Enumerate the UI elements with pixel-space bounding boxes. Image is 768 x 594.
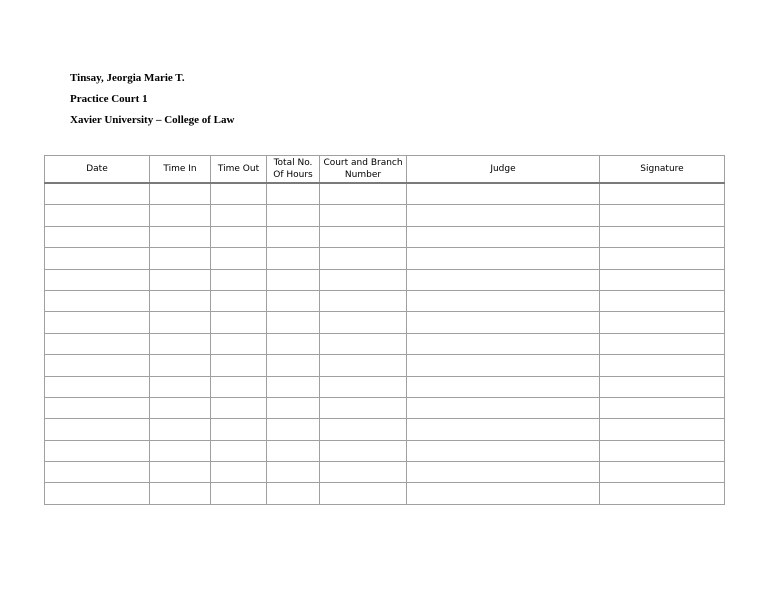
cell-signature [600, 376, 725, 397]
cell-signature [600, 462, 725, 483]
table-row [45, 355, 725, 376]
table-row [45, 290, 725, 311]
cell-date [45, 397, 150, 418]
cell-judge [407, 440, 600, 461]
cell-time-in [150, 397, 211, 418]
cell-signature [600, 312, 725, 333]
document-header [70, 68, 234, 131]
cell-date [45, 269, 150, 290]
cell-total-hours [267, 376, 320, 397]
course-name: Practice Court 1 [70, 93, 148, 105]
cell-total-hours [267, 397, 320, 418]
table-row [45, 376, 725, 397]
cell-judge [407, 226, 600, 247]
table-body [45, 183, 725, 504]
table-row [45, 333, 725, 354]
column-header-total-hours: Total No. Of Hours [267, 156, 320, 184]
cell-signature [600, 269, 725, 290]
cell-court-branch [320, 440, 407, 461]
cell-total-hours [267, 440, 320, 461]
cell-date [45, 355, 150, 376]
table-row [45, 183, 725, 205]
cell-court-branch [320, 462, 407, 483]
table-row [45, 312, 725, 333]
column-header-time-out: Time Out [211, 156, 267, 184]
cell-total-hours [267, 419, 320, 440]
cell-judge [407, 397, 600, 418]
cell-total-hours [267, 483, 320, 504]
cell-signature [600, 333, 725, 354]
cell-court-branch [320, 312, 407, 333]
cell-court-branch [320, 290, 407, 311]
cell-time-in [150, 269, 211, 290]
cell-signature [600, 248, 725, 269]
cell-court-branch [320, 419, 407, 440]
cell-signature [600, 440, 725, 461]
cell-time-in [150, 312, 211, 333]
table-row [45, 269, 725, 290]
cell-time-out [211, 419, 267, 440]
cell-time-out [211, 462, 267, 483]
cell-date [45, 440, 150, 461]
table-row [45, 462, 725, 483]
column-header-signature: Signature [600, 156, 725, 184]
cell-time-out [211, 269, 267, 290]
cell-total-hours [267, 462, 320, 483]
cell-court-branch [320, 226, 407, 247]
cell-date [45, 183, 150, 205]
cell-time-in [150, 183, 211, 205]
cell-judge [407, 269, 600, 290]
cell-total-hours [267, 333, 320, 354]
cell-judge [407, 248, 600, 269]
cell-date [45, 248, 150, 269]
column-header-time-in: Time In [150, 156, 211, 184]
cell-judge [407, 483, 600, 504]
cell-time-out [211, 355, 267, 376]
cell-court-branch [320, 183, 407, 205]
cell-time-in [150, 376, 211, 397]
cell-time-in [150, 205, 211, 226]
cell-judge [407, 290, 600, 311]
cell-court-branch [320, 397, 407, 418]
cell-date [45, 226, 150, 247]
table-header-row [45, 156, 725, 184]
cell-total-hours [267, 290, 320, 311]
cell-signature [600, 183, 725, 205]
cell-time-out [211, 397, 267, 418]
cell-time-in [150, 462, 211, 483]
column-header-date: Date [45, 156, 150, 184]
table-row [45, 397, 725, 418]
cell-time-in [150, 226, 211, 247]
cell-judge [407, 376, 600, 397]
table-row [45, 483, 725, 504]
cell-time-out [211, 440, 267, 461]
cell-judge [407, 462, 600, 483]
table-row [45, 419, 725, 440]
table-row [45, 248, 725, 269]
cell-total-hours [267, 312, 320, 333]
cell-time-out [211, 376, 267, 397]
cell-time-out [211, 205, 267, 226]
cell-judge [407, 312, 600, 333]
cell-time-in [150, 355, 211, 376]
cell-date [45, 333, 150, 354]
cell-total-hours [267, 226, 320, 247]
cell-judge [407, 333, 600, 354]
cell-time-out [211, 248, 267, 269]
cell-court-branch [320, 333, 407, 354]
cell-court-branch [320, 269, 407, 290]
cell-signature [600, 290, 725, 311]
cell-judge [407, 205, 600, 226]
cell-time-in [150, 290, 211, 311]
table-row [45, 440, 725, 461]
cell-total-hours [267, 248, 320, 269]
cell-total-hours [267, 269, 320, 290]
cell-date [45, 205, 150, 226]
cell-total-hours [267, 205, 320, 226]
cell-court-branch [320, 248, 407, 269]
cell-time-out [211, 483, 267, 504]
cell-date [45, 483, 150, 504]
attendance-log-table [44, 155, 725, 505]
cell-date [45, 462, 150, 483]
cell-signature [600, 355, 725, 376]
column-header-judge: Judge [407, 156, 600, 184]
cell-time-out [211, 226, 267, 247]
cell-time-in [150, 483, 211, 504]
cell-time-out [211, 183, 267, 205]
school-name: Xavier University – College of Law [70, 114, 235, 126]
cell-court-branch [320, 355, 407, 376]
cell-total-hours [267, 355, 320, 376]
cell-time-out [211, 312, 267, 333]
cell-time-in [150, 440, 211, 461]
column-header-court-branch: Court and Branch Number [320, 156, 407, 184]
cell-signature [600, 483, 725, 504]
cell-time-in [150, 248, 211, 269]
cell-time-in [150, 333, 211, 354]
cell-total-hours [267, 183, 320, 205]
cell-date [45, 312, 150, 333]
cell-judge [407, 183, 600, 205]
cell-signature [600, 226, 725, 247]
cell-signature [600, 205, 725, 226]
student-name: Tinsay, Jeorgia Marie T. [70, 72, 185, 84]
cell-signature [600, 397, 725, 418]
cell-signature [600, 419, 725, 440]
cell-time-out [211, 290, 267, 311]
cell-date [45, 419, 150, 440]
cell-time-in [150, 419, 211, 440]
cell-date [45, 290, 150, 311]
cell-time-out [211, 333, 267, 354]
cell-judge [407, 419, 600, 440]
cell-court-branch [320, 205, 407, 226]
cell-court-branch [320, 483, 407, 504]
cell-judge [407, 355, 600, 376]
table-row [45, 205, 725, 226]
table-row [45, 226, 725, 247]
cell-court-branch [320, 376, 407, 397]
cell-date [45, 376, 150, 397]
